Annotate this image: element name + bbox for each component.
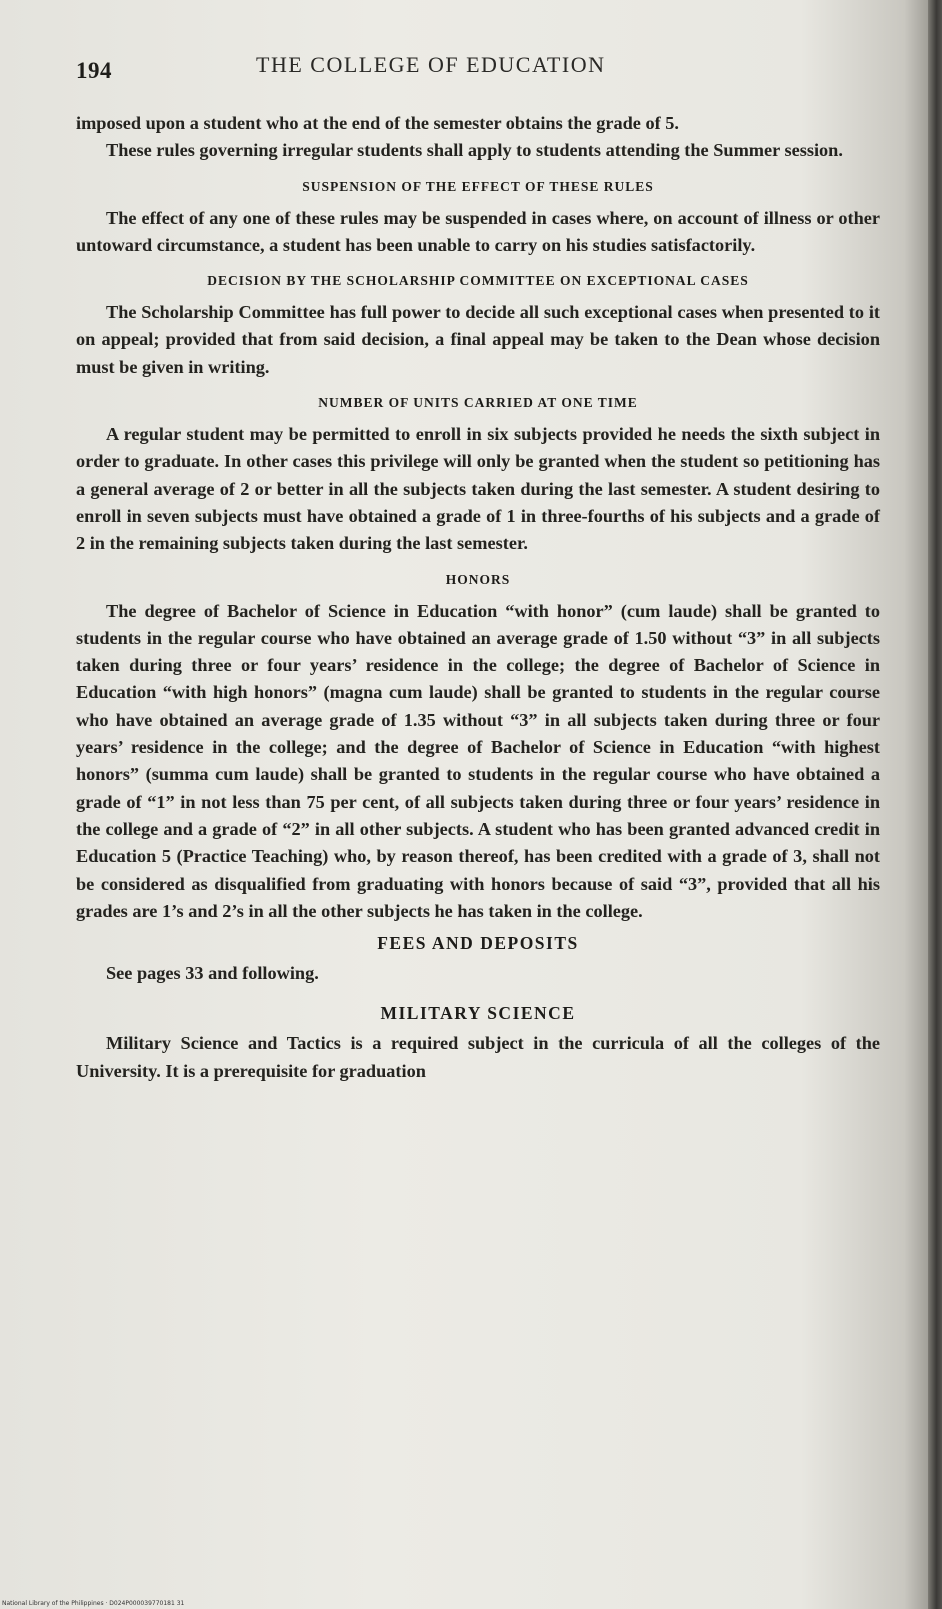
heading-units: NUMBER OF UNITS CARRIED AT ONE TIME [318,395,638,411]
paragraph-decision: The Scholarship Committee has full power to decide all such exceptional cases when presented to it on appeal; provided that from said decision, a final appeal may be taken to the Dean whose decision must be given in writing. [76,302,880,377]
paragraph-honors: The degree of Bachelor of Science in Education “with honor” (cum laude) shall be granted to students in the regular course who have obtained an average grade of 1.50 without “3” in all subjects taken during three or four years’ residence in the college; the degree of Bachelor of Science in Education “with high honors” (magna cum laude) shall be granted to students in the regular course who have obtained an average grade of 1.35 without “3” in all subjects taken during three or four years’ residence in the college; and the degree of Bachelor of Science in Education “with highest honors” (summa cum laude) shall be granted to students in the regular course who have obtained a grade of “1” in not less than 75 per cent, of all subjects taken during three or four years’ residence in the college and a grade of “2” in all other subjects. A student who has been granted advanced credit in Education 5 (Practice Teaching) who, by reason thereof, has been credited with a grade of 3, shall not be considered as disqualified from graduating with honors because of said “3”, provided that all his grades are 1’s and 2’s in all the other subjects he has taken in the college. [76,600,880,921]
page-header [76,46,880,86]
paragraph-summer-session: These rules governing irregular students shall apply to students attending the Summer session. [106,140,843,161]
running-head: THE COLLEGE OF EDUCATION [256,52,606,77]
paragraph-suspension: The effect of any one of these rules may be suspended in cases where, on account of illness or other untoward circumstance, a student has been unable to carry on his studies satisfactorily. [76,207,880,255]
page-number: 194 [76,58,112,83]
paragraph-grade-5: imposed upon a student who at the end of the semester obtains the grade of 5. [76,113,679,133]
paragraph-military: Military Science and Tactics is a required subject in the curricula of all the colleges of the University. It is a prerequisite for graduation [76,1033,880,1081]
paragraph-fees: See pages 33 and following. [106,963,319,984]
heading-suspension: SUSPENSION OF THE EFFECT OF THESE RULES [302,178,654,194]
scan-credit: National Library of the Philippines · D024P000039770181 31 [2,1600,185,1607]
heading-fees: FEES AND DEPOSITS [377,933,579,954]
heading-honors: HONORS [445,571,511,587]
book-spine-shadow [928,0,942,1609]
heading-military: MILITARY SCIENCE [380,1003,576,1024]
heading-decision: DECISION BY THE SCHOLARSHIP COMMITTEE ON EXCEPTIONAL CASES [207,273,749,289]
paragraph-units: A regular student may be permitted to enroll in six subjects provided he needs the sixth subject in order to graduate. In other cases this privilege will only be granted when the student so petitioning has a general average of 2 or better in all the subjects taken during the last semester. A student desiring to enroll in seven subjects must have obtained a grade of 1 in three-fourths of his subjects and a grade of 2 in the remaining subjects taken during the last semester. [76,424,880,554]
page-content [76,46,880,1085]
